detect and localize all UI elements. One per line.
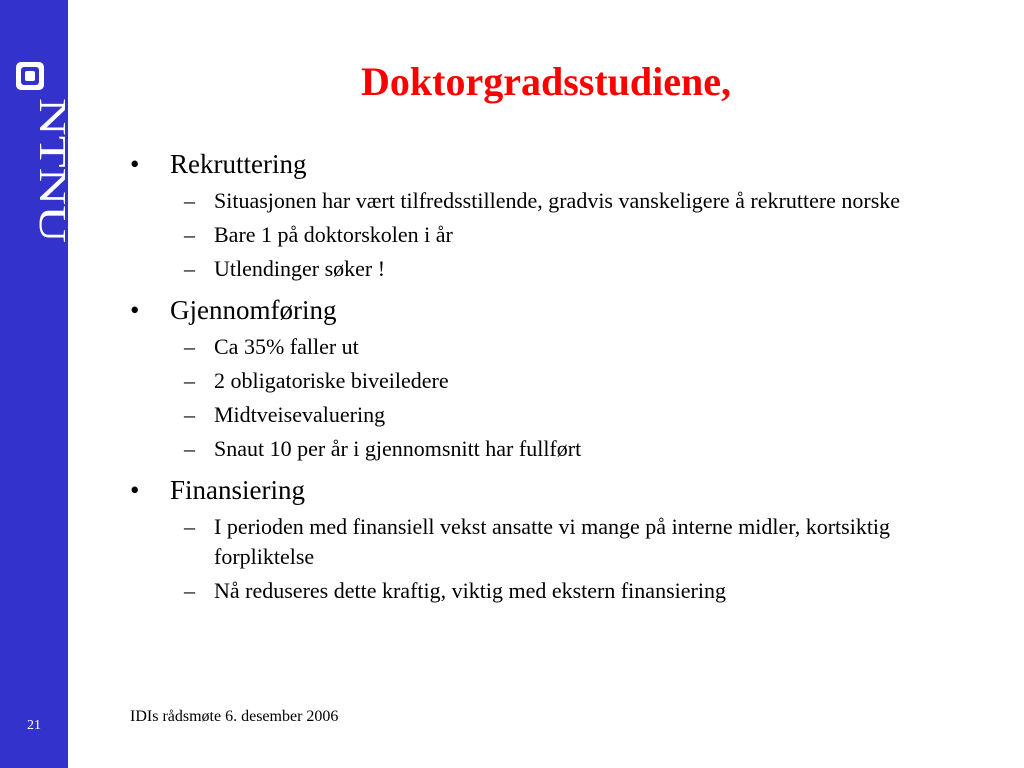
bullet-icon: • <box>130 149 140 179</box>
sub-item <box>170 186 988 216</box>
sub-item-text: Bare 1 på doktorskolen i år <box>214 222 453 247</box>
bullet-label: Rekruttering <box>170 149 307 179</box>
dash-icon: – <box>184 188 195 213</box>
bullet-label: Gjennomføring <box>170 295 337 325</box>
bullet-item <box>128 146 988 284</box>
logo-wordmark: NTNU <box>31 98 73 204</box>
sub-item-text: Midtveisevaluering <box>214 402 386 427</box>
dash-icon: – <box>184 436 195 461</box>
sub-item <box>170 576 988 606</box>
dash-icon: – <box>184 578 195 603</box>
dash-icon: – <box>184 402 195 427</box>
sub-list <box>170 512 988 606</box>
page-number: 21 <box>27 718 41 733</box>
footer-text: IDIs rådsmøte 6. desember 2006 <box>130 708 339 725</box>
sub-list <box>170 332 988 464</box>
sub-item <box>170 434 988 464</box>
ntnu-logo-icon <box>16 62 44 90</box>
bullet-icon: • <box>130 475 140 505</box>
sub-item <box>170 512 988 572</box>
dash-icon: – <box>184 334 195 359</box>
dash-icon: – <box>184 222 195 247</box>
dash-icon: – <box>184 514 195 539</box>
sub-item-text: Utlendinger søker ! <box>214 256 386 281</box>
sub-item <box>170 332 988 362</box>
sub-item-text: 2 obligatoriske biveiledere <box>214 368 449 393</box>
sub-item <box>170 366 988 396</box>
bullet-icon: • <box>130 295 140 325</box>
slide-title: Doktorgradsstudiene, <box>360 59 732 104</box>
dash-icon: – <box>184 256 195 281</box>
sidebar <box>0 0 73 768</box>
sub-item-text: I perioden med finansiell vekst ansatte vi mange på interne midler, kortsiktig forpliktelse <box>214 514 891 569</box>
bullet-item <box>128 292 988 464</box>
sub-item-text: Ca 35% faller ut <box>214 334 359 359</box>
sub-item-text: Snaut 10 per år i gjennomsnitt har fullført <box>214 436 582 461</box>
sub-item-text: Situasjonen har vært tilfredsstillende, gradvis vanskeligere å rekruttere norske <box>214 188 901 213</box>
sub-list <box>170 186 988 284</box>
sub-item <box>170 254 988 284</box>
bullet-item <box>128 472 988 606</box>
ntnu-logo-text <box>8 96 73 246</box>
sub-item <box>170 400 988 430</box>
bullet-label: Finansiering <box>170 475 305 505</box>
bullet-list <box>128 146 988 606</box>
dash-icon: – <box>184 368 195 393</box>
sub-item <box>170 220 988 250</box>
sub-item-text: Nå reduseres dette kraftig, viktig med ekstern finansiering <box>214 578 726 603</box>
